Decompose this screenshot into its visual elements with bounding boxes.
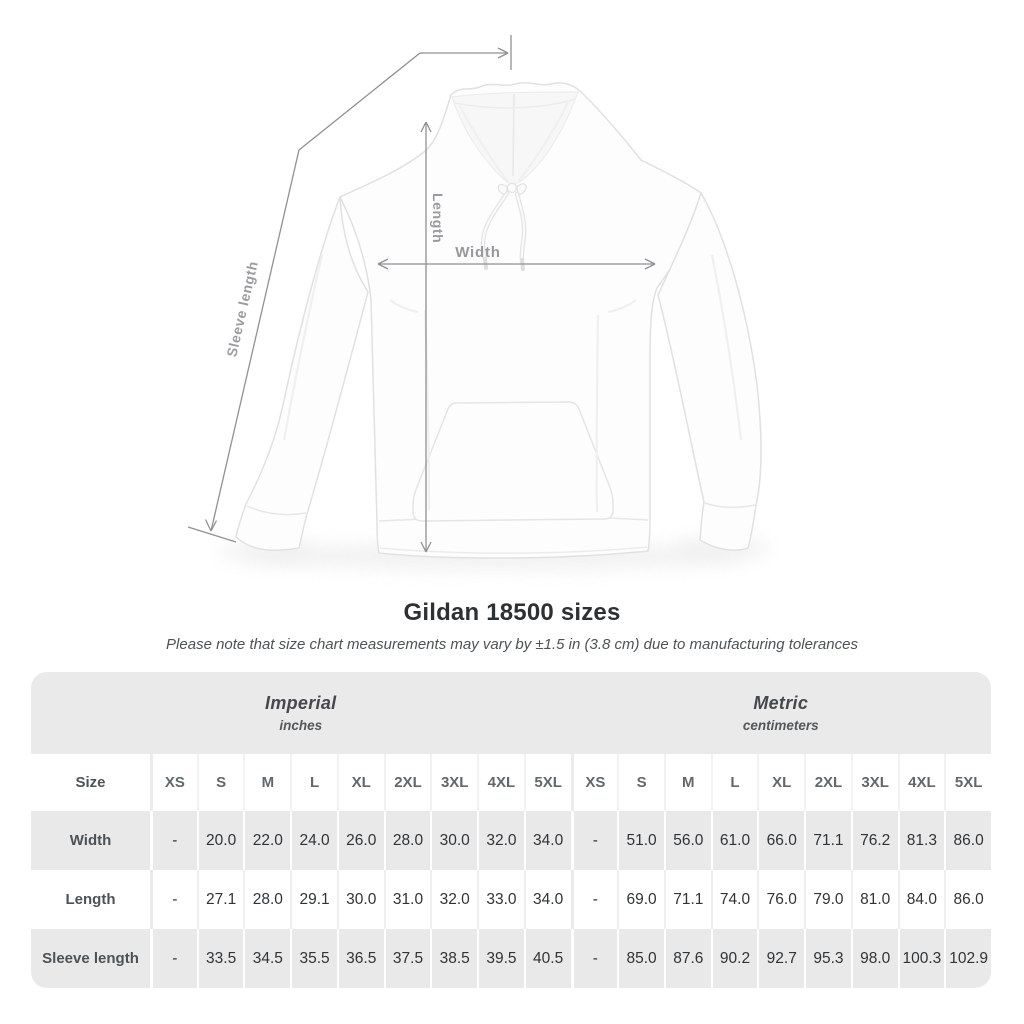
size-header-imperial-5xl: 5XL bbox=[524, 754, 571, 811]
size-header-imperial-m: M bbox=[243, 754, 290, 811]
row-label: Sleeve length bbox=[31, 929, 150, 988]
metric-value-cell: 81.0 bbox=[851, 870, 898, 929]
imperial-value-cell: 34.0 bbox=[524, 811, 571, 870]
tolerance-note: Please note that size chart measurements may vary by ±1.5 in (3.8 cm) due to manufacturing tolerances bbox=[166, 636, 858, 653]
imperial-unit-header bbox=[31, 672, 571, 754]
sleeve-length-label: Sleeve length bbox=[223, 259, 261, 359]
size-header-metric-l: L bbox=[711, 754, 758, 811]
metric-value-cell: - bbox=[571, 870, 618, 929]
size-header-imperial-xs: XS bbox=[150, 754, 197, 811]
metric-value-cell: 87.6 bbox=[664, 929, 711, 988]
row-label: Width bbox=[31, 811, 150, 870]
imperial-sublabel: inches bbox=[279, 718, 323, 733]
metric-value-cell: 100.3 bbox=[898, 929, 945, 988]
imperial-value-cell: 35.5 bbox=[290, 929, 337, 988]
size-header-imperial-s: S bbox=[197, 754, 244, 811]
metric-value-cell: 74.0 bbox=[711, 870, 758, 929]
metric-value-cell: 69.0 bbox=[617, 870, 664, 929]
metric-value-cell: 84.0 bbox=[898, 870, 945, 929]
measurement-row-width bbox=[31, 811, 991, 870]
metric-sublabel: centimeters bbox=[742, 718, 819, 733]
size-header-metric-4xl: 4XL bbox=[898, 754, 945, 811]
imperial-value-cell: 40.5 bbox=[524, 929, 571, 988]
metric-value-cell: 86.0 bbox=[944, 870, 991, 929]
metric-value-cell: 76.0 bbox=[757, 870, 804, 929]
metric-value-cell: 92.7 bbox=[757, 929, 804, 988]
imperial-value-cell: - bbox=[150, 929, 197, 988]
metric-value-cell: 90.2 bbox=[711, 929, 758, 988]
imperial-value-cell: 32.0 bbox=[430, 870, 477, 929]
metric-value-cell: 71.1 bbox=[804, 811, 851, 870]
metric-value-cell: 56.0 bbox=[664, 811, 711, 870]
imperial-value-cell: 29.1 bbox=[290, 870, 337, 929]
imperial-value-cell: 38.5 bbox=[430, 929, 477, 988]
measurement-row-length bbox=[31, 870, 991, 929]
size-header-imperial-xl: XL bbox=[337, 754, 384, 811]
page-title: Gildan 18500 sizes bbox=[403, 599, 621, 626]
width-label: Width bbox=[455, 244, 501, 261]
size-header-metric-3xl: 3XL bbox=[851, 754, 898, 811]
imperial-value-cell: 28.0 bbox=[243, 870, 290, 929]
size-header-imperial-2xl: 2XL bbox=[384, 754, 431, 811]
imperial-value-cell: 26.0 bbox=[337, 811, 384, 870]
units-header-row bbox=[31, 672, 991, 754]
imperial-value-cell: 24.0 bbox=[290, 811, 337, 870]
length-label: Length bbox=[430, 193, 446, 244]
metric-value-cell: 102.9 bbox=[944, 929, 991, 988]
metric-value-cell: 95.3 bbox=[804, 929, 851, 988]
size-header-metric-m: M bbox=[664, 754, 711, 811]
size-header-imperial-4xl: 4XL bbox=[477, 754, 524, 811]
size-header-metric-5xl: 5XL bbox=[944, 754, 991, 811]
size-header-imperial-3xl: 3XL bbox=[430, 754, 477, 811]
size-header-row bbox=[31, 754, 991, 811]
metric-value-cell: 51.0 bbox=[617, 811, 664, 870]
imperial-value-cell: 33.5 bbox=[197, 929, 244, 988]
metric-value-cell: 71.1 bbox=[664, 870, 711, 929]
metric-value-cell: 61.0 bbox=[711, 811, 758, 870]
size-header-metric-xs: XS bbox=[571, 754, 618, 811]
metric-label: Metric bbox=[753, 693, 809, 713]
imperial-value-cell: 30.0 bbox=[430, 811, 477, 870]
imperial-value-cell: 31.0 bbox=[384, 870, 431, 929]
metric-value-cell: - bbox=[571, 929, 618, 988]
metric-value-cell: 66.0 bbox=[757, 811, 804, 870]
size-column-header: Size bbox=[31, 754, 150, 811]
imperial-value-cell: 32.0 bbox=[477, 811, 524, 870]
left-sleeve bbox=[236, 197, 368, 550]
imperial-value-cell: - bbox=[150, 811, 197, 870]
size-header-imperial-l: L bbox=[290, 754, 337, 811]
metric-value-cell: 76.2 bbox=[851, 811, 898, 870]
metric-value-cell: 85.0 bbox=[617, 929, 664, 988]
imperial-value-cell: 37.5 bbox=[384, 929, 431, 988]
imperial-value-cell: 27.1 bbox=[197, 870, 244, 929]
imperial-value-cell: 34.0 bbox=[524, 870, 571, 929]
imperial-value-cell: 20.0 bbox=[197, 811, 244, 870]
imperial-label: Imperial bbox=[265, 693, 337, 713]
metric-value-cell: 81.3 bbox=[898, 811, 945, 870]
metric-value-cell: 98.0 bbox=[851, 929, 898, 988]
metric-value-cell: 79.0 bbox=[804, 870, 851, 929]
metric-value-cell: - bbox=[571, 811, 618, 870]
size-header-metric-xl: XL bbox=[757, 754, 804, 811]
imperial-value-cell: 30.0 bbox=[337, 870, 384, 929]
imperial-value-cell: 33.0 bbox=[477, 870, 524, 929]
row-label: Length bbox=[31, 870, 150, 929]
size-header-metric-2xl: 2XL bbox=[804, 754, 851, 811]
metric-unit-header bbox=[571, 672, 992, 754]
imperial-value-cell: 28.0 bbox=[384, 811, 431, 870]
kangaroo-pocket bbox=[413, 402, 613, 521]
hood-center-seam bbox=[513, 94, 514, 176]
metric-value-cell: 86.0 bbox=[944, 811, 991, 870]
imperial-value-cell: - bbox=[150, 870, 197, 929]
size-chart-table bbox=[31, 672, 991, 988]
imperial-value-cell: 22.0 bbox=[243, 811, 290, 870]
size-table-body bbox=[31, 811, 991, 988]
imperial-value-cell: 36.5 bbox=[337, 929, 384, 988]
imperial-value-cell: 39.5 bbox=[477, 929, 524, 988]
size-header-metric-s: S bbox=[617, 754, 664, 811]
measurement-row-sleeve-length bbox=[31, 929, 991, 988]
imperial-value-cell: 34.5 bbox=[243, 929, 290, 988]
size-table bbox=[31, 672, 991, 988]
